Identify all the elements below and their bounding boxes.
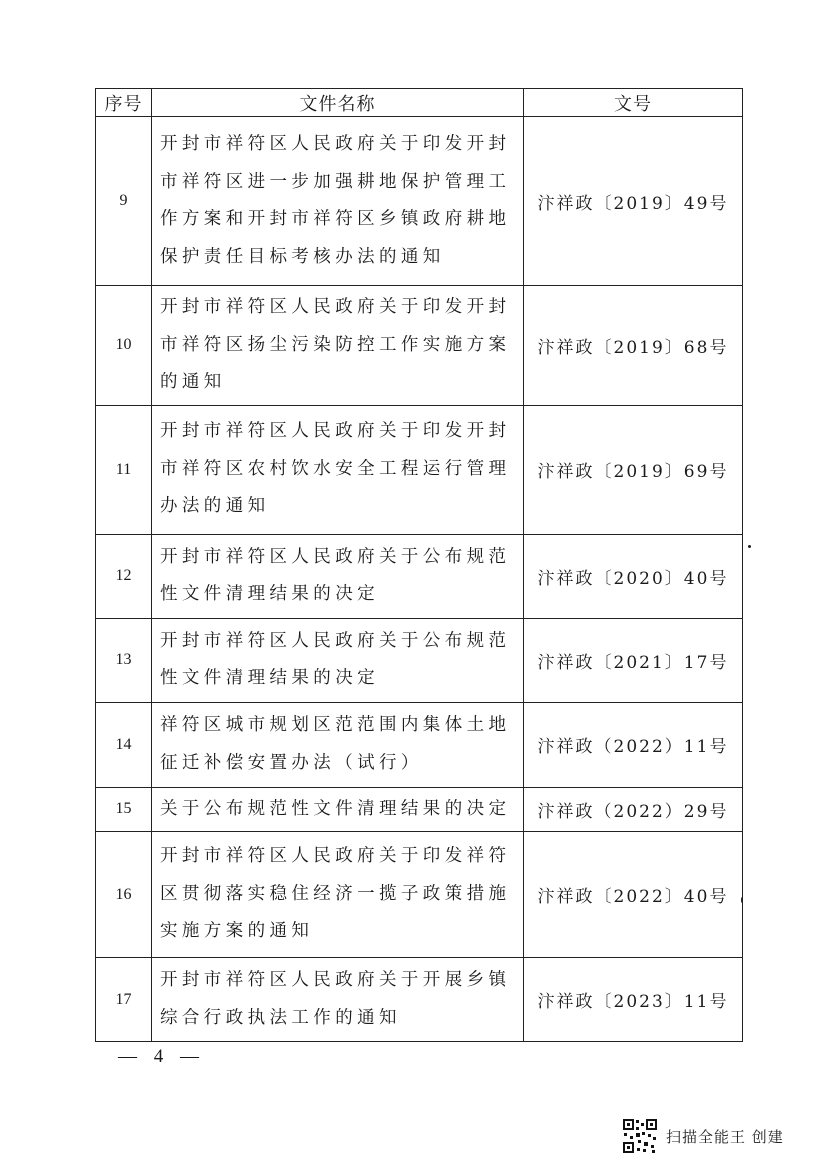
row-index: 10: [96, 286, 152, 406]
row-title: 开封市祥符区人民政府关于印发祥符区贯彻落实稳住经济一揽子政策措施实施方案的通知: [152, 832, 524, 958]
scan-speck: [741, 897, 743, 903]
row-code: 汴祥政〔2021〕17号: [524, 618, 743, 702]
row-title: 开封市祥符区人民政府关于开展乡镇综合行政执法工作的通知: [152, 958, 524, 1042]
scan-speck: [748, 545, 751, 548]
row-title: 开封市祥符区人民政府关于印发开封市祥符区农村饮水安全工程运行管理办法的通知: [152, 405, 524, 534]
row-index: 12: [96, 534, 152, 618]
row-code: 汴祥政〔2023〕11号: [524, 958, 743, 1042]
table-row: [96, 787, 743, 832]
document-list-table: [95, 88, 743, 1042]
header-code: 文号: [524, 89, 743, 117]
header-index: 序号: [96, 89, 152, 117]
row-title: 关于公布规范性文件清理结果的决定: [152, 787, 524, 832]
row-title: 开封市祥符区人民政府关于印发开封市祥符区扬尘污染防控工作实施方案的通知: [152, 286, 524, 406]
row-code: 汴祥政（2022）29号: [524, 787, 743, 832]
row-code: 汴祥政〔2019〕49号: [524, 117, 743, 286]
row-index: 16: [96, 832, 152, 958]
row-title: 开封市祥符区人民政府关于公布规范性文件清理结果的决定: [152, 618, 524, 702]
row-index: 9: [96, 117, 152, 286]
table-row: [96, 618, 743, 702]
table-row: [96, 117, 743, 286]
table-row: [96, 534, 743, 618]
row-title: 开封市祥符区人民政府关于印发开封市祥符区进一步加强耕地保护管理工作方案和开封市祥符区乡镇政府耕地保护责任目标考核办法的通知: [152, 117, 524, 286]
qr-code-icon: [622, 1118, 658, 1154]
row-index: 14: [96, 702, 152, 787]
row-title: 祥符区城市规划区范范围内集体土地征迁补偿安置办法（试行）: [152, 702, 524, 787]
row-index: 17: [96, 958, 152, 1042]
row-index: 15: [96, 787, 152, 832]
row-code: 汴祥政〔2020〕40号: [524, 534, 743, 618]
header-title: 文件名称: [152, 89, 524, 117]
table-row: [96, 405, 743, 534]
table-row: [96, 958, 743, 1042]
row-title: 开封市祥符区人民政府关于公布规范性文件清理结果的决定: [152, 534, 524, 618]
row-code: 汴祥政〔2019〕69号: [524, 405, 743, 534]
scanner-watermark: [622, 1118, 784, 1154]
row-index: 13: [96, 618, 152, 702]
page-number: — 4 —: [118, 1046, 205, 1067]
table-row: [96, 832, 743, 958]
row-code: 汴祥政〔2022〕40号: [524, 832, 743, 958]
table-header-row: [96, 89, 743, 117]
row-index: 11: [96, 405, 152, 534]
scanner-text: 扫描全能王 创建: [666, 1127, 784, 1146]
table-row: [96, 702, 743, 787]
row-code: 汴祥政〔2019〕68号: [524, 286, 743, 406]
row-code: 汴祥政（2022）11号: [524, 702, 743, 787]
table-row: [96, 286, 743, 406]
